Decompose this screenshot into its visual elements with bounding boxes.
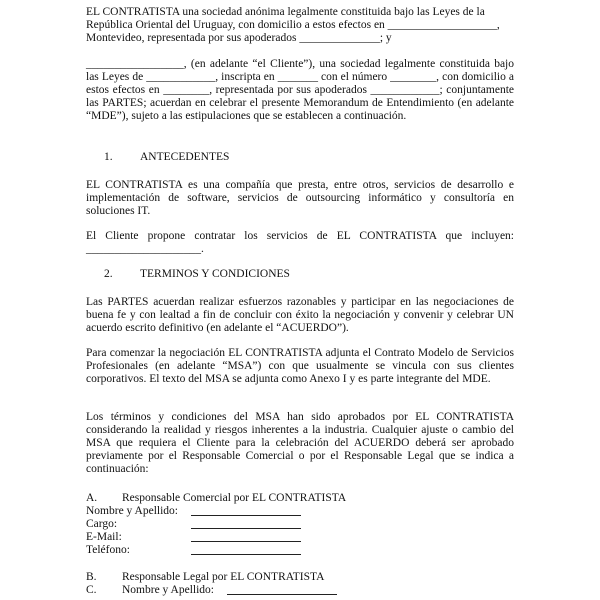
contact-b-letter: B. [86, 571, 97, 583]
antecedentes-paragraph-2: El Cliente propone contratar los servicios de EL CONTRATISTA que incluyen: ____________________. [86, 230, 514, 255]
field-label: Teléfono: [86, 544, 130, 556]
contact-a-letter: A. [86, 492, 98, 504]
contact-a-title: Responsable Comercial por EL CONTRATISTA [122, 492, 347, 504]
field-label: Nombre y Apellido: [86, 505, 178, 517]
intro-line-2: República Oriental del Uruguay, con domicilio a estos efectos en ___________________, [86, 19, 500, 31]
intro-line-1: EL CONTRATISTA una sociedad anónima legalmente constituida bajo las Leyes de la [86, 6, 485, 18]
terminos-paragraph-2: Para comenzar la negociación EL CONTRATISTA adjunta el Contrato Modelo de Servicios Profesionales (en adelante “MSA”) con que usualmente se vincula con sus clientes corporativos. El texto del MSA se adjunta como Anexo I y es parte integrante del MDE. [86, 347, 514, 385]
section-number: 2. [104, 268, 113, 280]
contact-b-title: Responsable Legal por EL CONTRATISTA [122, 571, 325, 583]
field-label: Nombre y Apellido: [122, 584, 214, 596]
section-number: 1. [104, 151, 113, 163]
terminos-paragraph-1: Las PARTES acuerdan realizar esfuerzos razonables y participar en las negociaciones de buena fe y con lealtad a fin de concluir con éxito la negociación y convenir y celebrar UN acuerdo escrito definitivo (en adelante el “ACUERDO”). [86, 296, 514, 334]
field-label: Cargo: [86, 518, 118, 530]
field-underline [227, 594, 337, 595]
intro-paragraph-2: _________________, (en adelante “el Cliente”), una sociedad legalmente constituida bajo las Leyes de ____________, inscripta en _______ con el número ________, con domicilio a estos efectos en ________, representada por sus apoderados ____________; conjuntamente las PARTES; acuerdan en celebrar el presente Memorandum de Entendimiento (en adelante “MDE”), sujeto a las estipulaciones que se establecen a continuación. [86, 58, 514, 122]
contact-a-name-field[interactable] [86, 505, 178, 518]
terminos-paragraph-3: Los términos y condiciones del MSA han sido aprobados por EL CONTRATISTA considerando la realidad y riesgos inherentes a la industria. Cualquier ajuste o cambio del MSA que requiera el Cliente para la celebración del ACUERDO deberá ser aprobado previamente por el Responsable Comercial o por el Responsable Legal que se indica a continuación: [86, 411, 514, 475]
field-label: E-Mail: [86, 531, 122, 543]
field-underline [191, 541, 301, 542]
antecedentes-paragraph-1: EL CONTRATISTA es una compañía que presta, entre otros, servicios de desarrollo e implementación de software, servicios de outsourcing informático y consultoría en soluciones IT. [86, 179, 514, 217]
contact-a-phone-field[interactable] [86, 544, 130, 557]
field-underline [191, 554, 301, 555]
section-title: ANTECEDENTES [140, 151, 230, 163]
contact-a-cargo-field[interactable] [86, 518, 117, 531]
field-underline [191, 528, 301, 529]
field-underline [191, 515, 301, 516]
contact-b-sub-letter: C. [86, 584, 97, 596]
intro-line-3: Montevideo, representada por sus apoderados ______________; y [86, 32, 392, 44]
contact-a-email-field[interactable] [86, 531, 122, 544]
section-title: TERMINOS Y CONDICIONES [140, 268, 290, 280]
